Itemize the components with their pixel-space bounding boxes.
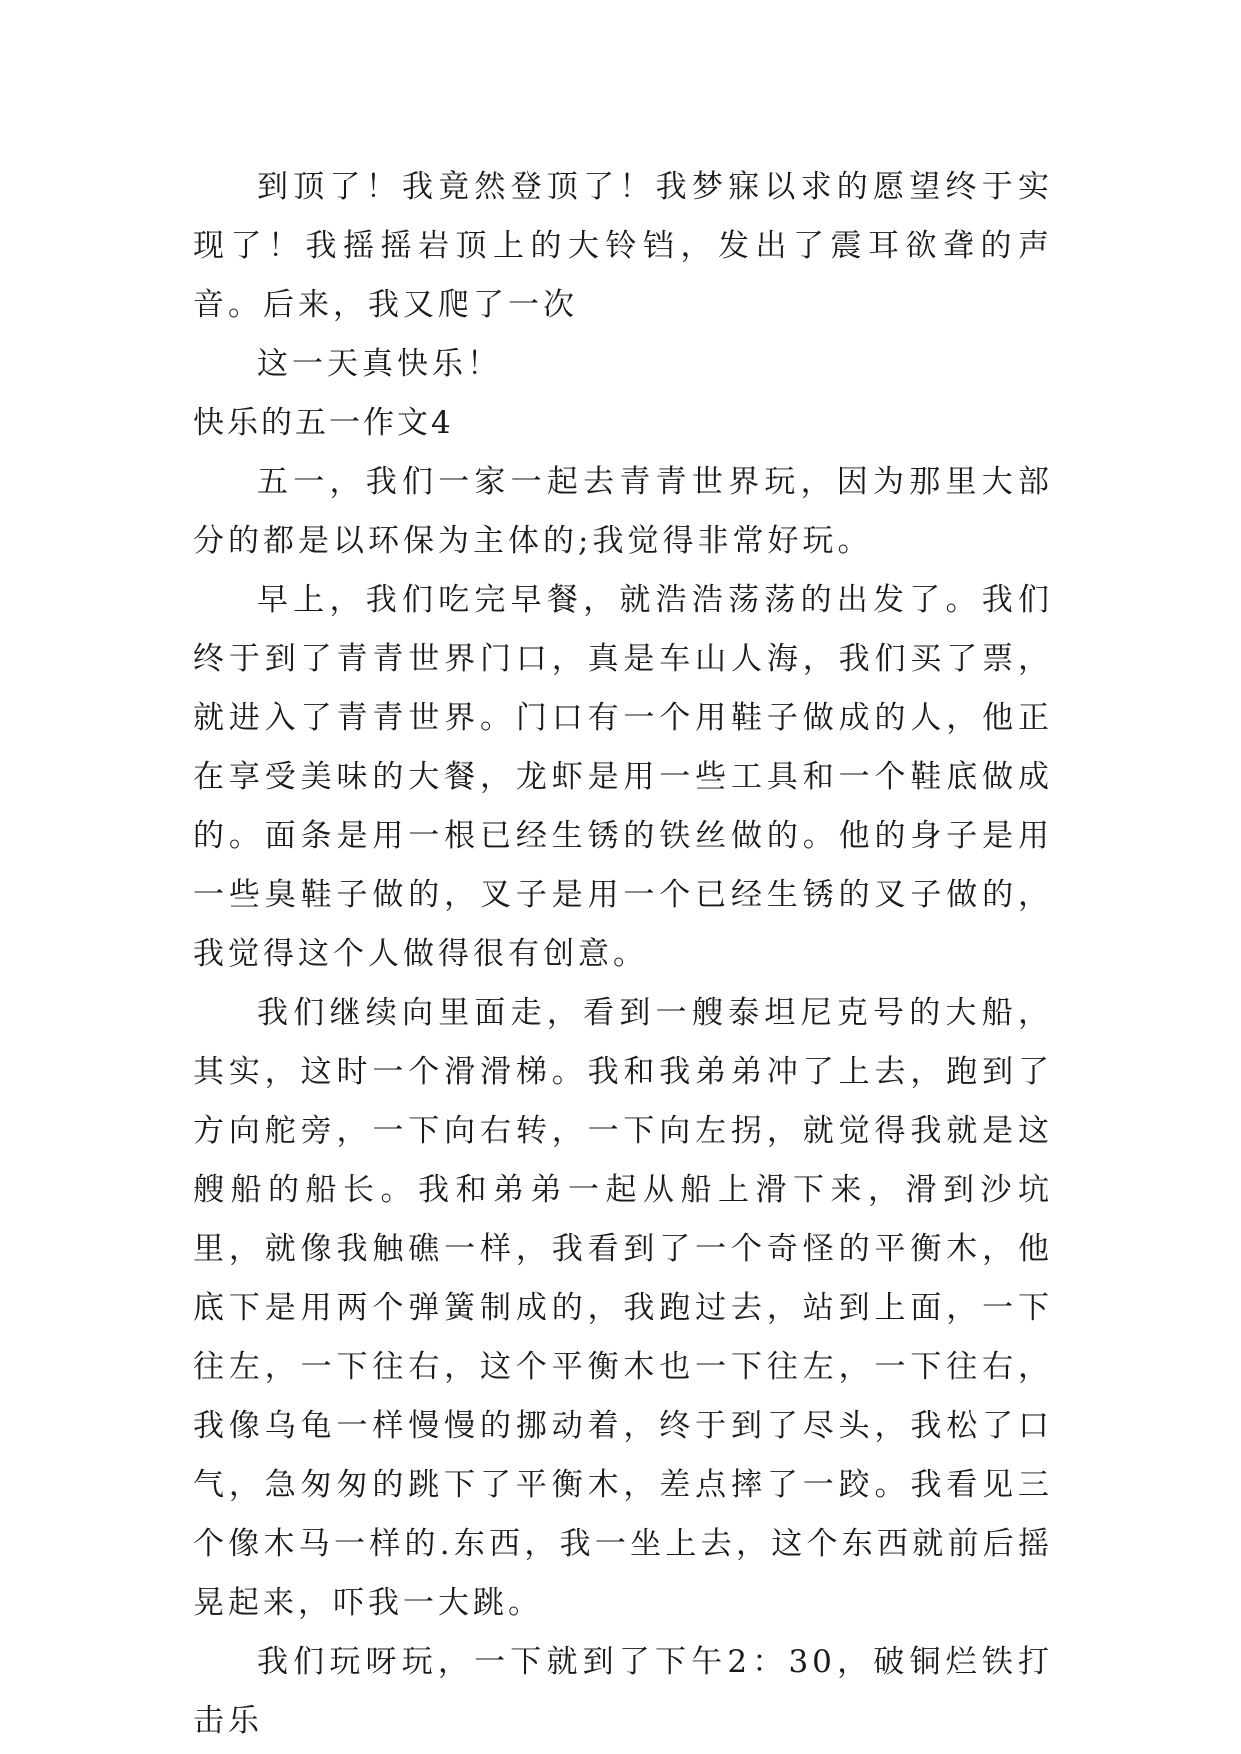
essay-heading: 快乐的五一作文4 (193, 405, 454, 441)
paragraph-afternoon: 我们玩呀玩，一下就到了下午2：30，破铜烂铁打击乐 (193, 1644, 1053, 1739)
paragraph-ship-slide: 我们继续向里面走，看到一艘泰坦尼克号的大船，其实，这时一个滑滑梯。我和我弟弟冲了上去，跑到了方向舵旁，一下向右转，一下向左拐，就觉得我就是这艘船的船长。我和弟弟一起从船上滑下来，滑到沙坑里，就像我触礁一样，我看到了一个奇怪的平衡木，他底下是用两个弹簧制成的，我跑过去，站到上面，一下往左，一下往右，这个平衡木也一下往左，一下往右，我像乌龟一样慢慢的挪动着，终于到了尽头，我松了口气，急匆匆的跳下了平衡木，差点摔了一跤。我看见三个像木马一样的.东西，我一坐上去，这个东西就前后摇晃起来，吓我一大跳。 (193, 995, 1053, 1621)
document-body (193, 158, 1053, 1751)
paragraph-morning: 早上，我们吃完早餐，就浩浩荡荡的出发了。我们终于到了青青世界门口，真是车山人海，我们买了票，就进入了青青世界。门口有一个用鞋子做成的人，他正在享受美味的大餐，龙虾是用一些工具和一个鞋底做成的。面条是用一根已经生锈的铁丝做的。他的身子是用一些臭鞋子做的，叉子是用一个已经生锈的叉子做的，我觉得这个人做得很有创意。 (193, 582, 1053, 972)
paragraph-summit: 到顶了！我竟然登顶了！我梦寐以求的愿望终于实现了！我摇摇岩顶上的大铃铛，发出了震耳欲聋的声音。后来，我又爬了一次 (193, 169, 1053, 323)
paragraph-happy-day: 这一天真快乐！ (257, 346, 502, 382)
paragraph-may-day-trip: 五一，我们一家一起去青青世界玩，因为那里大部分的都是以环保为主体的;我觉得非常好玩。 (193, 464, 1053, 559)
